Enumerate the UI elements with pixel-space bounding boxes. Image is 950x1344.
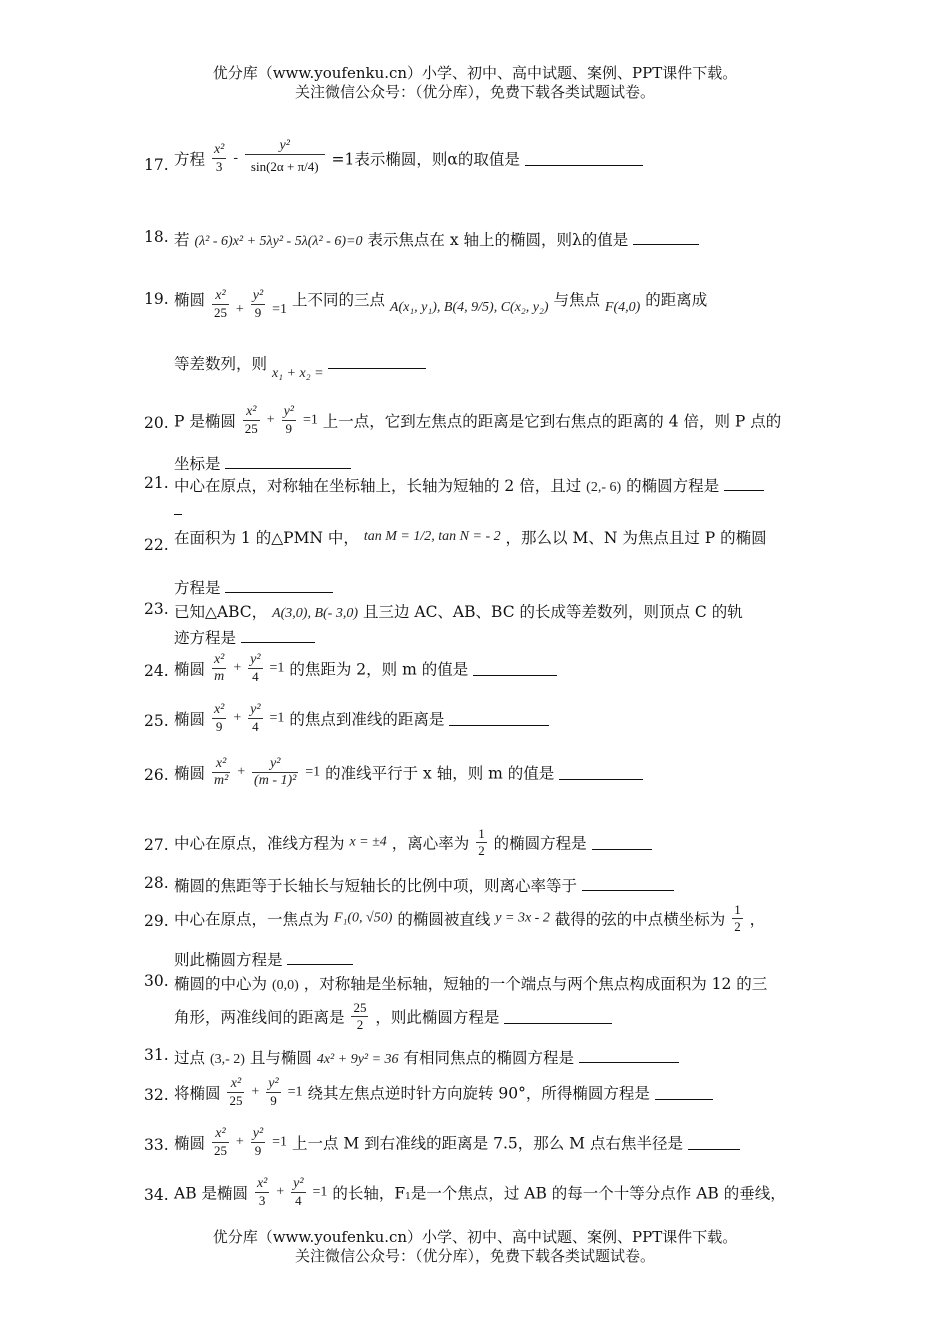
answer-blank[interactable] bbox=[559, 765, 643, 780]
answer-blank[interactable] bbox=[225, 578, 333, 593]
fraction-x2-over-3: $\frac{\text{x²}}{3}$ bbox=[256, 1176, 268, 1208]
problem-number: 33. bbox=[144, 1136, 169, 1154]
fraction-x2-over-25: $\frac{\text{x²}}{25}$ bbox=[213, 1126, 227, 1158]
problem-number: 26. bbox=[144, 766, 169, 784]
answer-blank[interactable] bbox=[473, 661, 557, 676]
fraction-x2-over-3: $\frac{\text{x²}}{3}$ bbox=[213, 142, 225, 174]
problem-number: 24. bbox=[144, 662, 169, 680]
tangent-values: tan M = 1/2, tan N = - 2 bbox=[363, 529, 501, 544]
point: (2,- 6) bbox=[586, 480, 622, 495]
problem-number: 25. bbox=[144, 712, 169, 730]
answer-blank-continued[interactable] bbox=[174, 500, 182, 515]
focus: F(4,0) bbox=[604, 300, 641, 315]
problem-number: 28. bbox=[144, 874, 169, 892]
answer-blank[interactable] bbox=[241, 628, 315, 643]
fraction-y2-over-sin: $\frac{\text{y²}}{\sin(2\alpha + \pi/4)}$ bbox=[245, 138, 325, 179]
footer-line-2: 关注微信公众号：（优分库），免费下载各类试题试卷。 bbox=[294, 1247, 655, 1265]
problem-number: 29. bbox=[144, 912, 169, 930]
problem-number: 21. bbox=[144, 474, 169, 492]
answer-blank[interactable] bbox=[592, 835, 652, 850]
fraction-1-over-2: $\frac{1}{2}$ bbox=[478, 826, 485, 858]
fraction-y2-over-4: $\frac{\text{y²}}{4}$ bbox=[250, 652, 261, 684]
header-line-1: 优分库（www.youfenku.cn）小学、初中、高中试题、案例、PPT课件下载。 bbox=[212, 64, 738, 82]
problem-number: 27. bbox=[144, 836, 169, 854]
fraction-x2-over-25: $\frac{\text{x²}}{25}$ bbox=[229, 1076, 243, 1108]
problem-number: 18. bbox=[144, 228, 169, 246]
problem-number: 32. bbox=[144, 1086, 169, 1104]
fraction-25-over-2: $\frac{25}{2}$ bbox=[353, 1000, 367, 1032]
answer-blank[interactable] bbox=[449, 711, 549, 726]
problem-number: 34. bbox=[144, 1186, 169, 1204]
answer-blank[interactable] bbox=[328, 354, 426, 369]
answer-blank[interactable] bbox=[287, 950, 353, 965]
fraction-x2-over-9: $\frac{\text{x²}}{9}$ bbox=[213, 702, 225, 734]
fraction-x2-over-25: $\frac{\text{x²}}{25}$ bbox=[213, 288, 227, 320]
footer-line-1: 优分库（www.youfenku.cn）小学、初中、高中试题、案例、PPT课件下载。 bbox=[212, 1228, 738, 1246]
points: A(x₁, y₁), B(4, 9/5), C(x₂, y₂) bbox=[389, 300, 549, 315]
problem-number: 19. bbox=[144, 290, 169, 308]
fraction-y2-over-9: $\frac{\text{y²}}{9}$ bbox=[252, 1126, 264, 1158]
problem-text: 方程 bbox=[174, 150, 206, 169]
answer-blank[interactable] bbox=[724, 476, 764, 491]
problem-number: 31. bbox=[144, 1046, 169, 1064]
fraction-y2-over-9: $\frac{\text{y²}}{9}$ bbox=[268, 1076, 279, 1108]
fraction-y2-over-m-minus-1-squared: $\frac{\text{y²}}{\text{(m - 1)²}}$ bbox=[254, 756, 297, 788]
answer-blank[interactable] bbox=[525, 151, 643, 166]
line-equation: y = 3x - 2 bbox=[495, 910, 550, 926]
answer-blank[interactable] bbox=[504, 1009, 612, 1024]
directrix-equation: x = ±4 bbox=[349, 834, 387, 850]
answer-blank[interactable] bbox=[225, 454, 351, 469]
fraction-y2-over-9: $\frac{\text{y²}}{9}$ bbox=[283, 404, 294, 436]
fraction-x2-over-25: $\frac{\text{x²}}{25}$ bbox=[244, 404, 258, 436]
equation: (λ² - 6)x² + 5λy² - 5λ(λ² - 6)=0 bbox=[194, 234, 363, 249]
answer-blank[interactable] bbox=[688, 1135, 740, 1150]
fraction-1-over-2: $\frac{1}{2}$ bbox=[734, 902, 741, 934]
point: (3,- 2) bbox=[209, 1052, 245, 1067]
answer-blank[interactable] bbox=[633, 230, 699, 245]
focus: F₁(0, √50) bbox=[333, 910, 393, 926]
problem-number: 23. bbox=[144, 600, 169, 618]
fraction-y2-over-9: $\frac{\text{y²}}{9}$ bbox=[252, 288, 264, 320]
page-header bbox=[0, 64, 950, 102]
problem-number: 20. bbox=[144, 414, 169, 432]
problem-number: 30. bbox=[144, 972, 169, 990]
fraction-x2-over-m: $\frac{\text{x²}}{m}$ bbox=[213, 652, 225, 684]
ellipse-equation: 4x² + 9y² = 36 bbox=[316, 1052, 399, 1067]
problem-number: 17. bbox=[144, 156, 169, 174]
answer-blank[interactable] bbox=[579, 1048, 679, 1063]
fraction-y2-over-4: $\frac{\text{y²}}{4}$ bbox=[293, 1176, 304, 1208]
answer-blank[interactable] bbox=[582, 876, 674, 891]
center-point: (0,0) bbox=[271, 978, 299, 993]
fraction-y2-over-4: $\frac{\text{y²}}{4}$ bbox=[250, 702, 261, 734]
fraction-x2-over-m2: $\frac{\text{x²}}{\text{m²}}$ bbox=[213, 756, 229, 788]
problem-number: 22. bbox=[144, 536, 169, 554]
points: A(3,0), B(- 3,0) bbox=[272, 606, 359, 621]
page-footer bbox=[0, 1228, 950, 1266]
answer-blank[interactable] bbox=[655, 1085, 713, 1100]
header-line-2: 关注微信公众号：（优分库），免费下载各类试题试卷。 bbox=[294, 83, 655, 101]
